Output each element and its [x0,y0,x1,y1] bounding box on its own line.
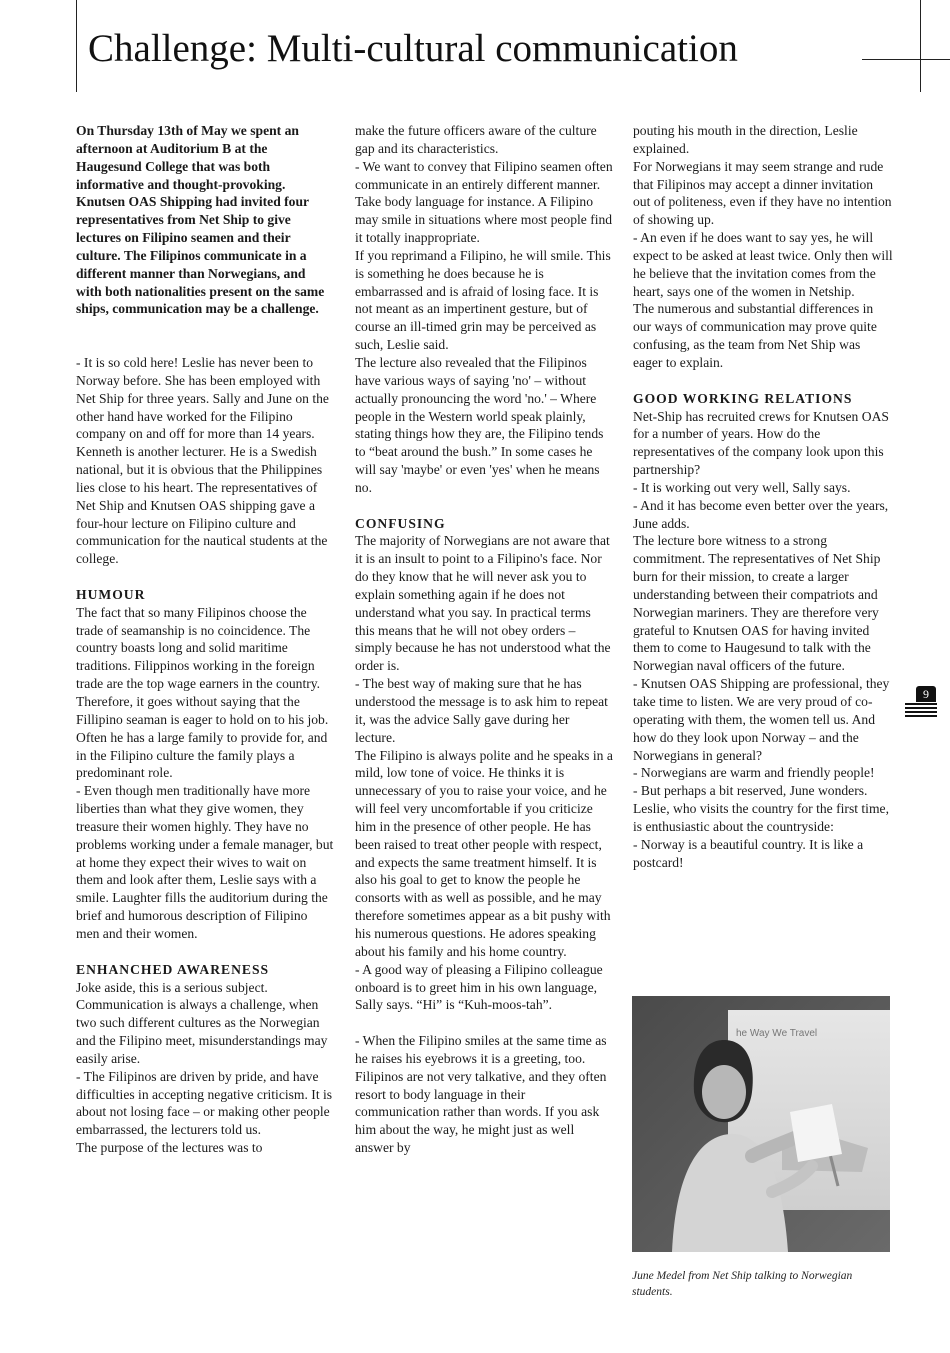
paragraph: The numerous and substantial differences in our ways of communication may prove quite confusing, as the team from Net Ship was eager to explain. [633,301,877,370]
paragraph: If you reprimand a Filipino, he will smile. This is something he does because he is embarrassed and is afraid of losing face. It is not meant as an impertinent gesture, but of course an ill-timed grin may be perceived as such, Leslie said. [355,247,611,353]
presenter-face [702,1065,746,1119]
paragraph: The purpose of the lectures was to [76,1140,263,1156]
section-heading-confusing: CONFUSING [355,515,446,531]
paragraph: For Norwegians it may seem strange and rude that Filipinos may accept a dinner invitation out of politeness, even if they have no intention of showing up. [633,158,892,228]
paragraph: - Norway is a beautiful country. It is like a postcard! [633,836,864,870]
page-title: Challenge: Multi-cultural communication [88,27,738,70]
paragraph: - It is so cold here! Leslie has never been to Norway before. She has been employed with Net Ship for three years. Sally and June on the other hand have worked for the Filipino company on and off for more than 14 years. Kenneth is another lecturer. He is a Swedish national, but it is obvious that the Philippines lies close to his heart. The representatives of Net Ship and Knutsen OAS shipping gave a four-hour lecture on Filipino culture and communication for the nautical students at the college. [76,354,329,567]
paragraph: - It is working out very well, Sally says. [633,479,851,495]
page-badge-stripes [905,703,937,721]
section-heading-relations: GOOD WORKING RELATIONS [633,390,853,406]
article-column-2 [355,122,613,1157]
paragraph: The lecture bore witness to a strong commitment. The representatives of Net Ship burn for their mission, to create a larger understanding between their compatriots and Norwegian mariners. They are therefore very grateful to Knutsen OAS for having invited them to come to Haugesund to talk with the Norwegian naval officers of the future. [633,533,881,674]
header-right-rule [920,0,921,92]
photo-caption: June Medel from Net Ship talking to Norwegian students. [632,1270,853,1298]
paragraph: The lecture also revealed that the Filipinos have various ways of saying 'no' – without actually pronouncing the word 'no.' – Where people in the Western world speak plainly, stating things how they are, the Filipino tends to “beat around the bush.” In some cases he will say 'maybe' or even 'yes' when he means no. [355,354,604,495]
paragraph: - We want to convey that Filipino seamen often communicate in an entirely different manner. Take body language for instance. A Filipino may smile in situations where most people find it totally inappropriate. [355,158,613,246]
paragraph: The Filipino is always polite and he speaks in a mild, low tone of voice. He thinks it is unnecessary of you to raise your voice, and he will feel very uncomfortable if you criticize him in the presence of other people. He has been raised to treat other people with respect, and expects the same treatment himself. It is also his goal to get to know the people he consorts with as well as possible, and he may therefore sometimes appear as a bit pushy with his numerous questions. He adores speaking about his family and his home country. [355,747,613,959]
article-column-3 [633,122,893,871]
section-heading-humour: HUMOUR [76,586,146,602]
paragraph: pouting his mouth in the direction, Leslie explained. [633,123,858,156]
header-left-rule [76,0,77,92]
article-column-1 [76,122,334,1157]
paragraph: - But perhaps a bit reserved, June wonders. Leslie, who visits the country for the first time, is enthusiastic about the countryside: [633,783,889,834]
paragraph: make the future officers aware of the culture gap and its characteristics. [355,123,597,156]
slide-text: he Way We Travel [736,1028,818,1039]
paragraph: Net-Ship has recruited crews for Knutsen OAS for a number of years. How do the representatives of the company look upon this partnership? [633,408,889,478]
paragraph: - And it has become even better over the years, June adds. [633,497,889,531]
lecture-photo-illustration [632,996,890,1252]
page-number: 9 [916,686,936,702]
paragraph: The majority of Norwegians are not aware that it is an insult to point to a Filipino's face. Nor do they know that he will never ask you to explain something again if he does not understand what you say. In practical terms this means that he will not obey orders – simply because he has not understood what the order is. [355,533,611,674]
lead-paragraph: On Thursday 13th of May we spent an afternoon at Auditorium B at the Haugesund College that was both informative and thought-provoking. Knutsen OAS Shipping had invited four representatives from Net Ship to give lectures on Filipino seamen and their culture. The Filipinos communicate in a different manner than Norwegians, and with both nationalities present on the same ships, communication may be a challenge. [76,123,325,317]
lecture-photo [632,996,890,1252]
paragraph: The fact that so many Filipinos choose the trade of seamanship is no coincidence. The country boasts long and solid maritime traditions. Filippinos working in the foreign trade are the top wage earners in the country. Therefore, it goes without saying that the Fillipino seaman is eager to hold on to his job. Often he has a large family to provide for, and in the Filipino culture the family plays a predominant role. [76,604,329,781]
paragraph: - When the Filipino smiles at the same time as he raises his eyebrows it is a greeting, too. Filipinos are not very talkative, and they often resort to body language in their communication rather than words. If you ask him about the way, he might just as well answer by [355,1033,607,1156]
paragraph: - An even if he does want to say yes, he will expect to be asked at least twice. Only then will he believe that the invitation comes from the heart, says one of the women in Netship. [633,230,893,299]
paragraph: Joke aside, this is a serious subject. Communication is always a challenge, when two such different cultures as the Norwegian and the Filipino meet, misunderstandings may easily arise. [76,979,328,1066]
paragraph: - The best way of making sure that he has understood the message is to ask him to repeat it, was the advice Sally gave during her lecture. [355,676,608,745]
paragraph: - Knutsen OAS Shipping are professional, they take time to listen. We are very proud of co-operating with them, the women tell us. And how do they look upon Norway – and the Norwegians in general? [633,676,890,763]
paragraph: - Norwegians are warm and friendly people! [633,765,875,781]
header-horizontal-rule [862,59,950,60]
paragraph: - A good way of pleasing a Filipino colleague onboard is to greet him in his own language, Sally says. “Hi” is “Kuh-moos-tah”. [355,961,603,1013]
paragraph: - Even though men traditionally have more liberties than what they give women, they treasure their women highly. They have no problems working under a female manager, but at home they expect their wives to wait on them and look after them, Leslie says with a smile. Laughter fills the auditorium during the brief and humorous description of Filipino men and their women. [76,783,334,941]
paragraph: - The Filipinos are driven by pride, and have difficulties in accepting negative criticism. It is about not losing face – or making other people embarrassed, the lecturers told us. [76,1068,333,1138]
section-heading-awareness: ENHANCHED AWARENESS [76,961,270,977]
